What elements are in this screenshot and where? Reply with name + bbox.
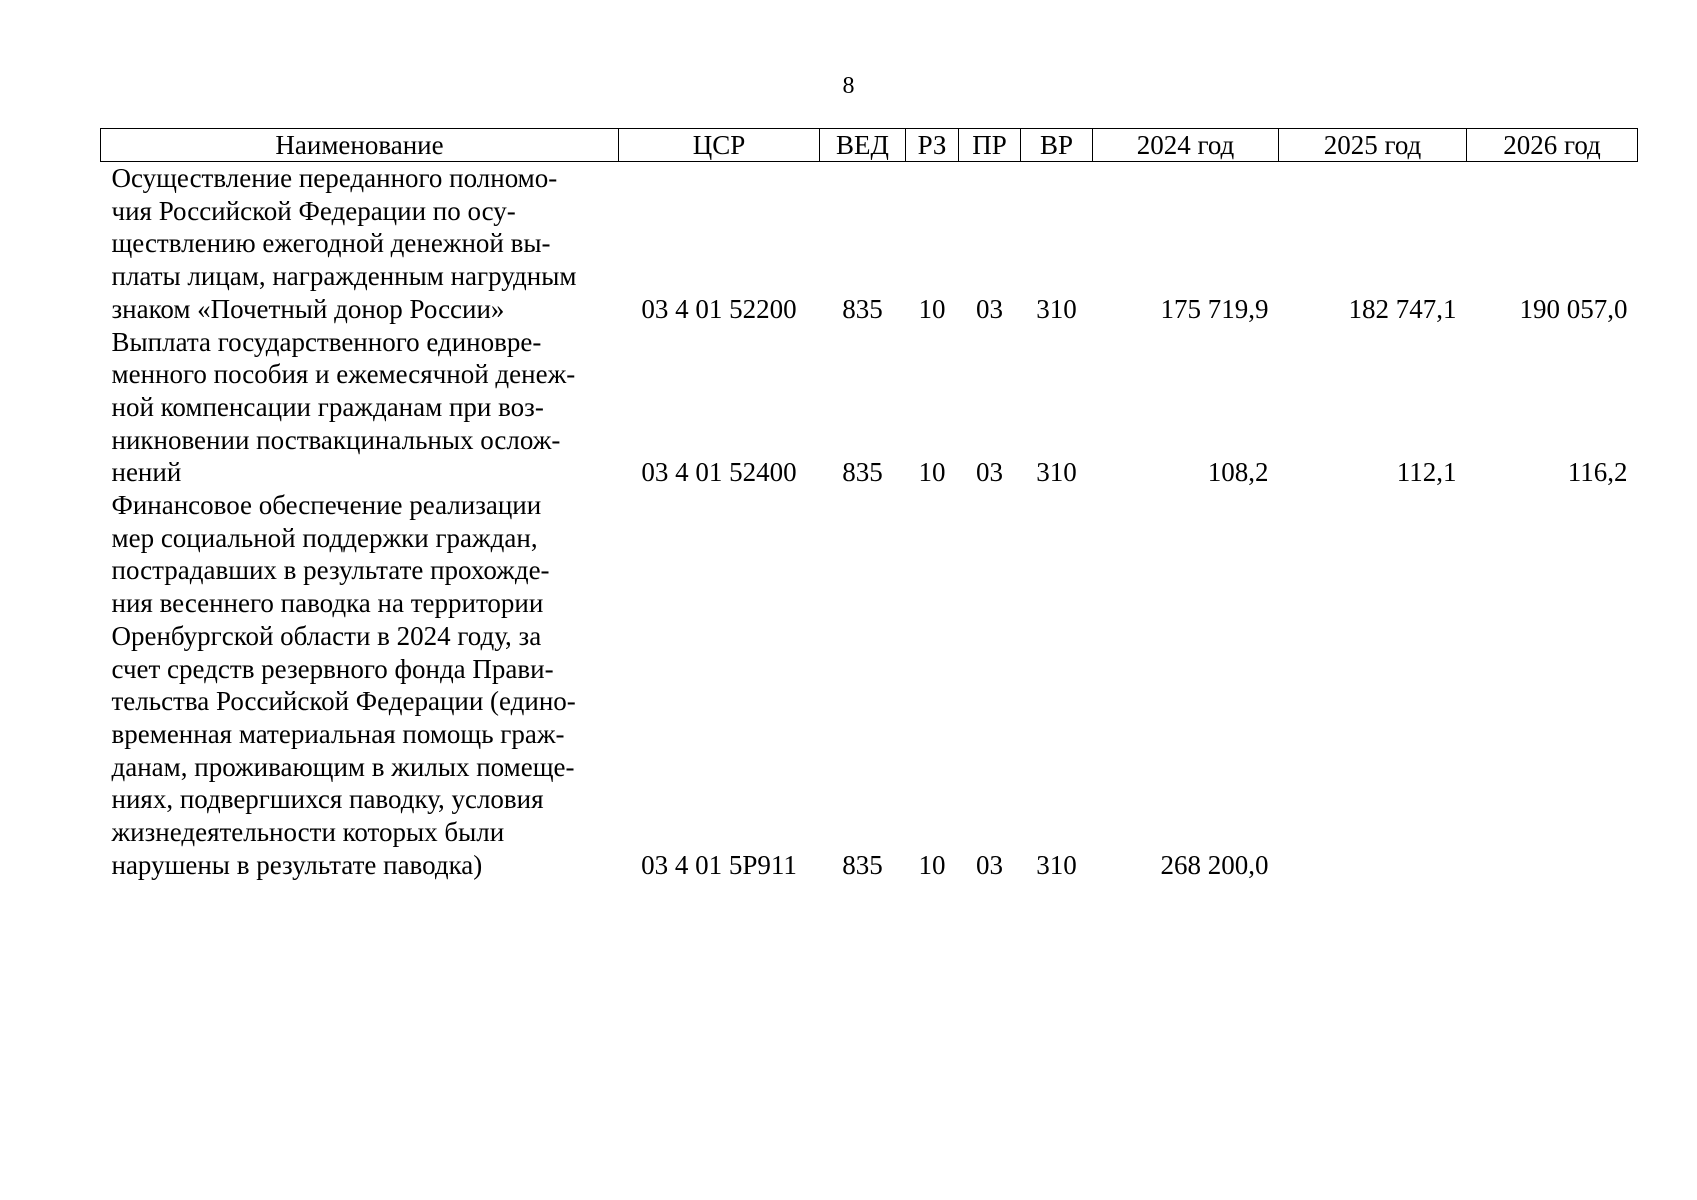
row-2026-cell: 116,2 bbox=[1567, 457, 1628, 488]
row-csr-cell: 03 4 01 52200 bbox=[641, 293, 797, 324]
table-row bbox=[101, 489, 1638, 881]
row-2025-cell: 182 747,1 bbox=[1348, 293, 1457, 324]
row-2024-cell: 175 719,9 bbox=[1160, 293, 1269, 324]
header-2025: 2025 год bbox=[1279, 129, 1467, 162]
row-pr-cell: 03 bbox=[976, 293, 1003, 324]
row-name-line: данам, проживающим в жилых помеще- bbox=[111, 751, 575, 782]
row-name-cell bbox=[101, 489, 619, 881]
row-name-line: ной компенсации гражданам при воз- bbox=[111, 391, 544, 422]
row-name-line: нений bbox=[111, 457, 182, 488]
row-name-line: ния весеннего паводка на территории bbox=[111, 588, 544, 619]
row-rz-cell: 10 bbox=[918, 849, 946, 880]
row-csr-cell: 03 4 01 52400 bbox=[641, 457, 797, 488]
header-name: Наименование bbox=[101, 129, 619, 162]
row-vr-cell: 310 bbox=[1036, 849, 1077, 880]
row-name-line: знаком «Почетный донор России» bbox=[111, 293, 505, 324]
budget-table bbox=[100, 128, 1638, 881]
table-row bbox=[101, 326, 1638, 490]
row-2026-cell bbox=[1467, 489, 1638, 881]
page-number: 8 bbox=[842, 73, 855, 99]
row-name-line: менного пособия и ежемесячной денеж- bbox=[111, 359, 576, 390]
row-name-cell bbox=[101, 326, 619, 490]
row-2024-cell: 268 200,0 bbox=[1160, 849, 1269, 880]
row-2025-cell: 112,1 bbox=[1396, 457, 1457, 488]
header-rz: РЗ bbox=[906, 129, 959, 162]
row-2026-cell: 190 057,0 bbox=[1519, 293, 1628, 324]
row-ved-cell: 835 bbox=[842, 457, 883, 488]
row-csr-cell: 03 4 01 5P911 bbox=[641, 849, 797, 880]
row-name-line: счет средств резервного фонда Прави- bbox=[111, 653, 554, 684]
table-header-row bbox=[101, 129, 1638, 162]
row-pr-cell: 03 bbox=[976, 457, 1003, 488]
row-rz-cell: 10 bbox=[918, 457, 946, 488]
header-ved: ВЕД bbox=[820, 129, 906, 162]
row-name-line: Выплата государственного единовре- bbox=[111, 326, 542, 357]
header-pr: ПР bbox=[959, 129, 1021, 162]
row-2024-cell: 108,2 bbox=[1207, 457, 1269, 488]
row-name-line: никновении поствакцинальных ослож- bbox=[111, 424, 561, 455]
row-name-line: тельства Российской Федерации (едино- bbox=[111, 686, 576, 717]
row-pr-cell: 03 bbox=[976, 849, 1003, 880]
row-2025-cell bbox=[1279, 489, 1467, 881]
header-2026: 2026 год bbox=[1467, 129, 1638, 162]
row-name-cell bbox=[101, 162, 619, 326]
header-csr: ЦСР bbox=[619, 129, 820, 162]
row-name-line: нарушены в результате паводка) bbox=[111, 849, 483, 880]
row-name-line: пострадавших в результате прохожде- bbox=[111, 555, 550, 586]
row-name-line: ществлению ежегодной денежной вы- bbox=[111, 228, 551, 259]
table-row bbox=[101, 162, 1638, 326]
row-ved-cell: 835 bbox=[842, 849, 883, 880]
row-name-line: платы лицам, награжденным нагрудным bbox=[111, 261, 577, 292]
row-name-line: Оренбургской области в 2024 году, за bbox=[111, 620, 542, 651]
header-vr: ВР bbox=[1021, 129, 1093, 162]
row-vr-cell: 310 bbox=[1036, 293, 1077, 324]
row-vr-cell: 310 bbox=[1036, 457, 1077, 488]
row-name-line: мер социальной поддержки граждан, bbox=[111, 522, 538, 553]
row-name-line: жизнедеятельности которых были bbox=[111, 817, 505, 848]
row-rz-cell: 10 bbox=[918, 293, 946, 324]
row-ved-cell: 835 bbox=[842, 293, 883, 324]
row-name-line: Осуществление переданного полномо- bbox=[111, 163, 558, 193]
row-name-line: временная материальная помощь граж- bbox=[111, 718, 565, 749]
header-2024: 2024 год bbox=[1093, 129, 1279, 162]
row-name-line: чия Российской Федерации по осу- bbox=[111, 195, 516, 226]
row-name-line: ниях, подвергшихся паводку, условия bbox=[111, 784, 544, 815]
row-name-line: Финансовое обеспечение реализации bbox=[111, 490, 542, 521]
